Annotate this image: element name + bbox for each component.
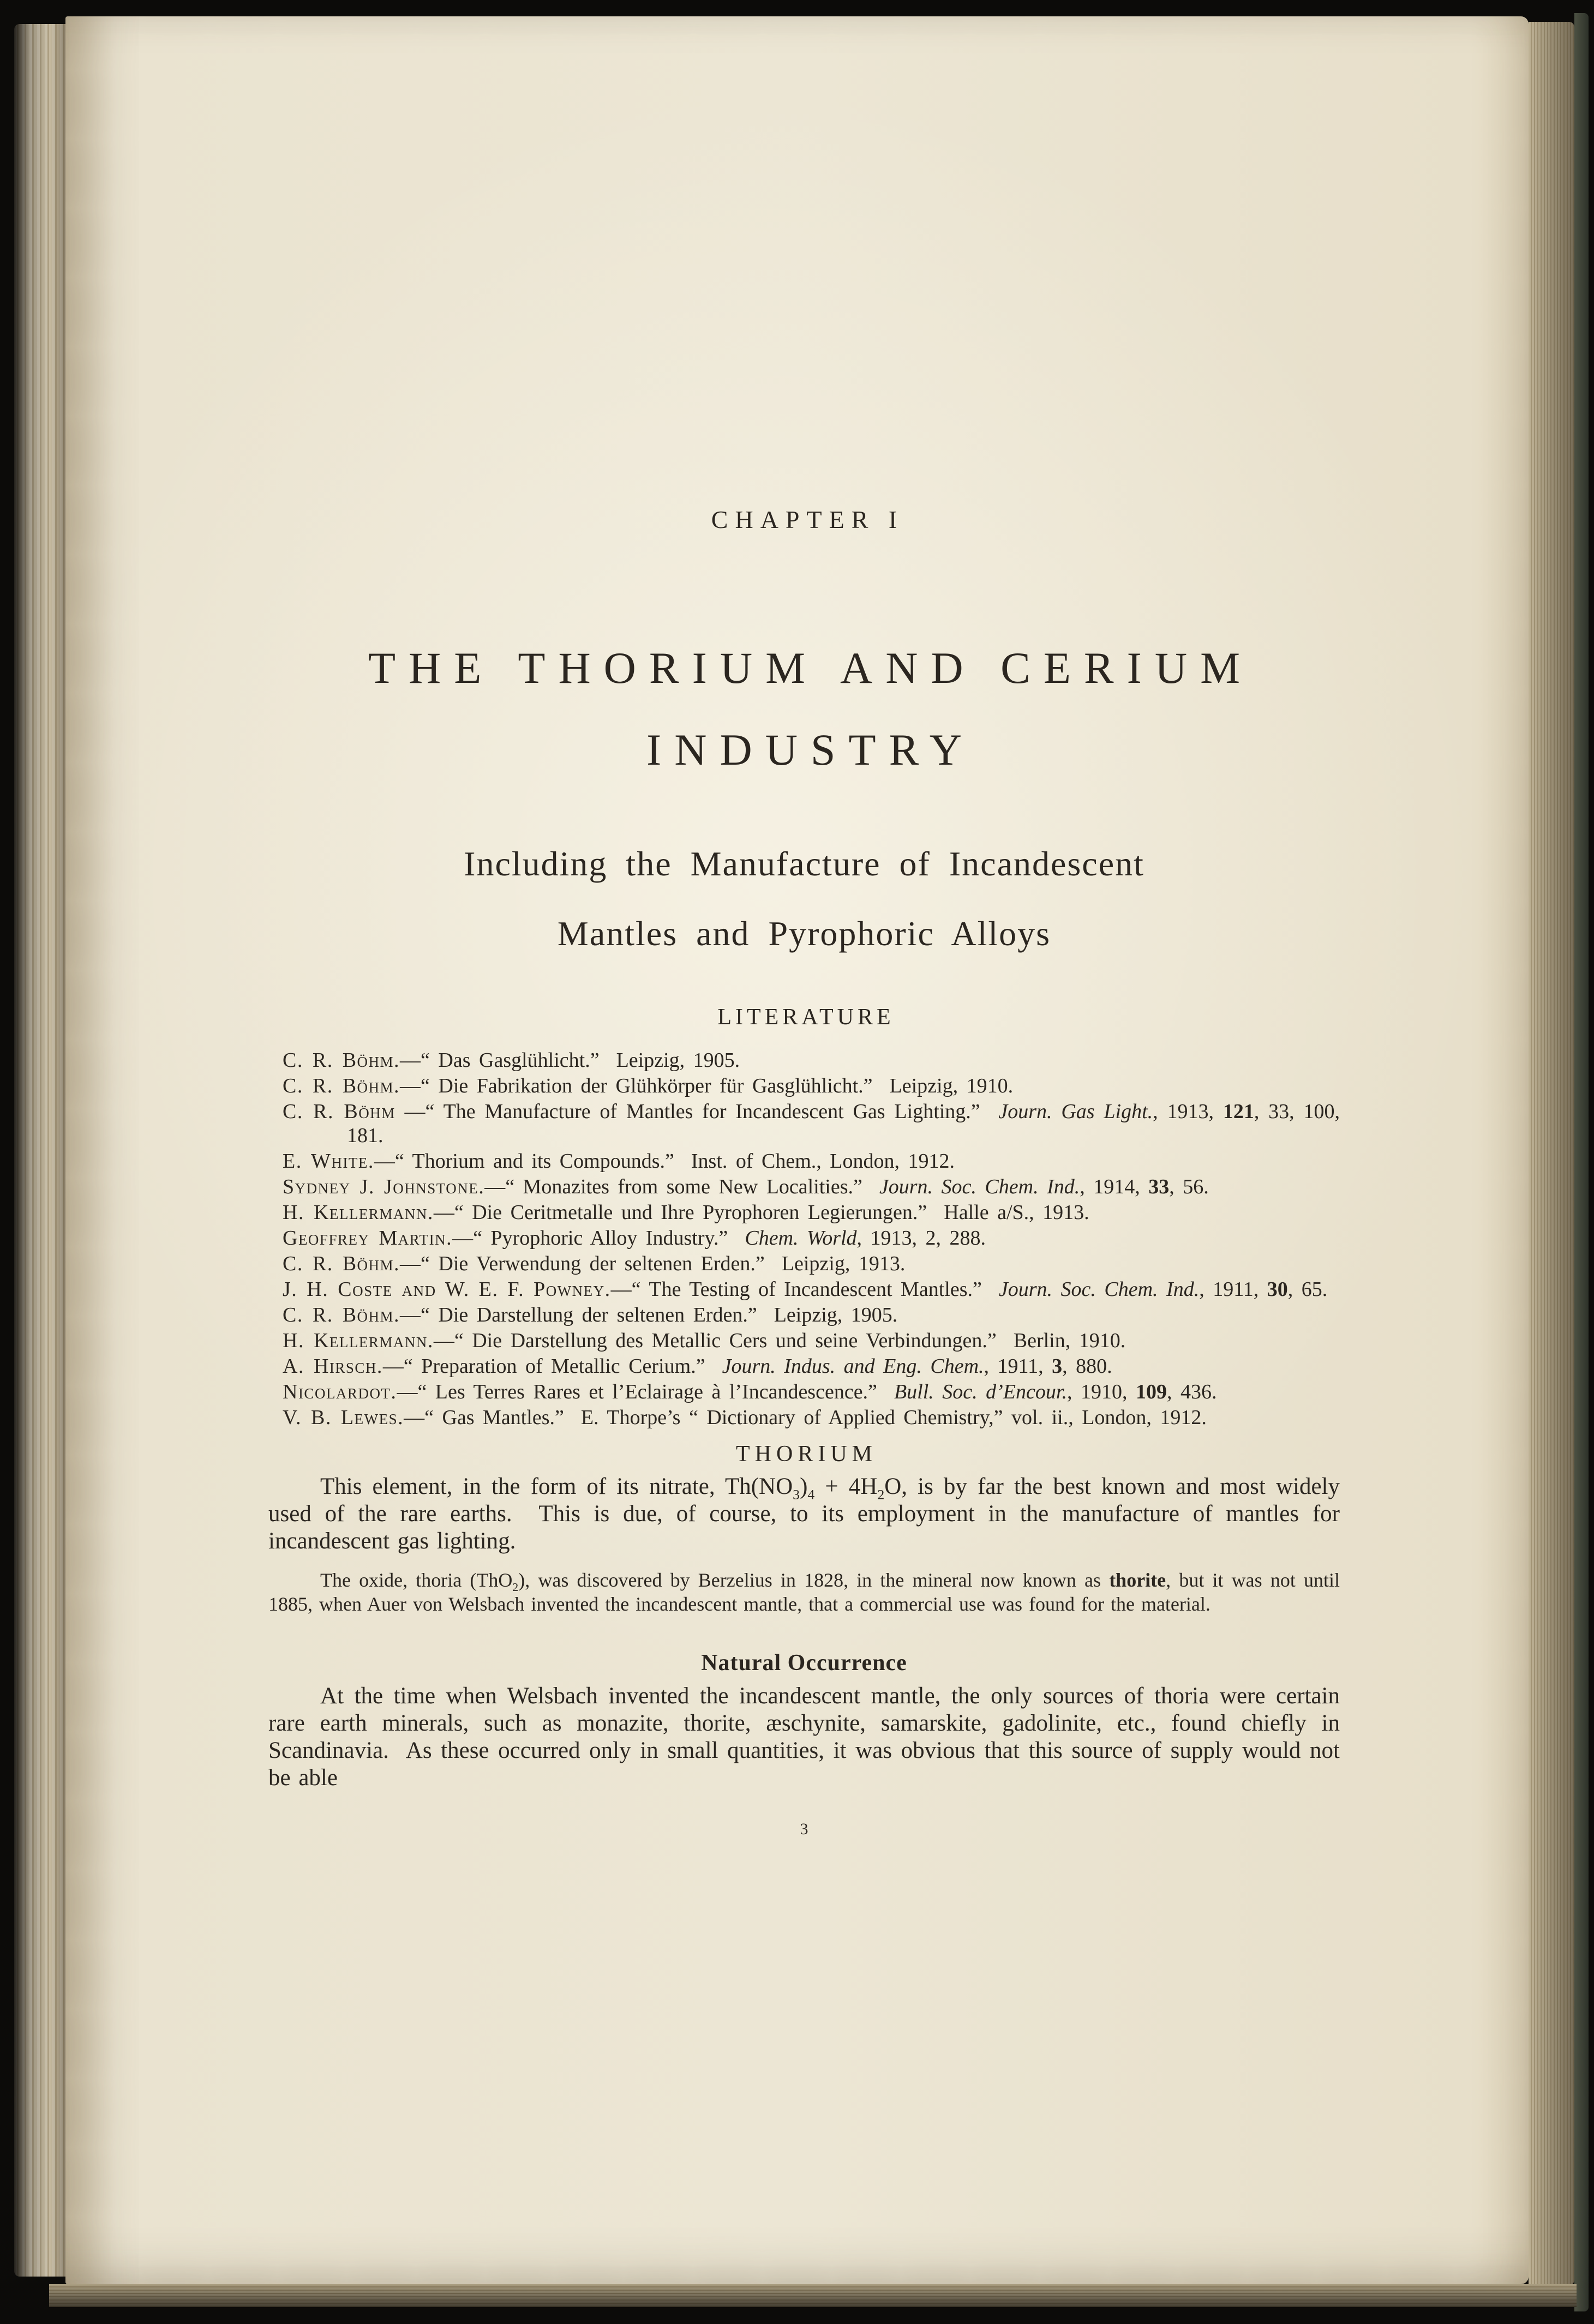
chapter-heading: CHAPTER I (711, 506, 904, 533)
literature-entry: C. R. Böhm.—“ Die Fabrikation der Glühkörper für Gasglühlicht.” Leipzig, 1910. (283, 1074, 1014, 1097)
page-number: 3 (800, 1820, 808, 1838)
literature-entry: H. Kellermann.—“ Die Ceritmetalle und Ihre Pyrophoren Legierungen.” Halle a/S., 1913. (283, 1201, 1089, 1224)
literature-entry: C. R. Böhm —“ The Manufacture of Mantles for Incandescent Gas Lighting.” Journ. Gas Light., 1913, 121, 33, 100, 181. (283, 1100, 1349, 1147)
literature-entry: E. White.—“ Thorium and its Compounds.” Inst. of Chem., London, 1912. (283, 1150, 955, 1173)
chapter-title-line1: THE THORIUM AND CERIUM (368, 643, 1254, 693)
chapter-subtitle-line2: Mantles and Pyrophoric Alloys (557, 914, 1051, 953)
literature-entry: Nicolardot.—“ Les Terres Rares et l’Eclairage à l’Incandescence.” Bull. Soc. d’Encour., 1910, 109, 436. (283, 1380, 1217, 1403)
page-content (268, 506, 1349, 1839)
literature-entry: Geoffrey Martin.—“ Pyrophoric Alloy Industry.” Chem. World, 1913, 2, 288. (283, 1227, 986, 1250)
chapter-title-line2: INDUSTRY (646, 725, 975, 774)
literature-entry: Sydney J. Johnstone.—“ Monazites from some New Localities.” Journ. Soc. Chem. Ind., 1914, 33, 56. (283, 1175, 1209, 1198)
chapter-title (268, 627, 1340, 791)
literature-entry: C. R. Böhm.—“ Die Darstellung der seltenen Erden.” Leipzig, 1905. (283, 1304, 898, 1326)
book-page (65, 16, 1529, 2284)
natural-occurrence-heading: Natural Occurrence (701, 1650, 907, 1676)
thorium-section-heading: THORIUM (736, 1442, 877, 1467)
chapter-subtitle (268, 829, 1340, 969)
back-cover-edge (1574, 13, 1589, 2311)
literature-entry: H. Kellermann.—“ Die Darstellung des Metallic Cers und seine Verbindungen.” Berlin, 1910. (283, 1329, 1126, 1352)
binding-page-edges (14, 24, 65, 2277)
natural-occurrence-paragraph: At the time when Welsbach invented the incandescent mantle, the only sources of thoria were certain rare earth minerals, such as monazite, thorite, æschynite, samarskite, gadolinite, etc., found chiefly in Scandinavia. As these occurred only in small quantities, it was obvious that this source of supply would not be able (268, 1683, 1348, 1791)
fore-edge-pages (1529, 22, 1574, 2285)
literature-entry: J. H. Coste and W. E. F. Powney.—“ The Testing of Incandescent Mantles.” Journ. Soc. Chem. Ind., 1911, 30, 65. (283, 1278, 1328, 1301)
literature-entry: A. Hirsch.—“ Preparation of Metallic Cerium.” Journ. Indus. and Eng. Chem., 1911, 3, 880. (283, 1355, 1112, 1378)
thorium-note-paragraph: The oxide, thoria (ThO$_2$), was discovered by Berzelius in 1828, in the mineral now known as thorite, but it was not until 1885, when Auer von Welsbach invented the incandescent mantle, that a commercial use was found for the material. (268, 1569, 1347, 1615)
literature-entry: V. B. Lewes.—“ Gas Mantles.” E. Thorpe’s “ Dictionary of Applied Chemistry,” vol. ii., London, 1912. (283, 1406, 1207, 1429)
literature-list (268, 1048, 1349, 1430)
literature-heading: LITERATURE (717, 1005, 895, 1030)
literature-entry: C. R. Böhm.—“ Das Gasglühlicht.” Leipzig, 1905. (283, 1049, 740, 1072)
bottom-page-edges (49, 2284, 1577, 2307)
literature-entry: C. R. Böhm.—“ Die Verwendung der seltenen Erden.” Leipzig, 1913. (283, 1252, 906, 1275)
chapter-subtitle-line1: Including the Manufacture of Incandescent (464, 844, 1144, 883)
thorium-paragraph: This element, in the form of its nitrate, $Th(NO_3)_4 + 4H_2O$, is by far the best known and most widely used of the rare earths. This is due, of course, to its employment in the manufacture of mantles for incandescent gas lighting. (268, 1474, 1348, 1554)
